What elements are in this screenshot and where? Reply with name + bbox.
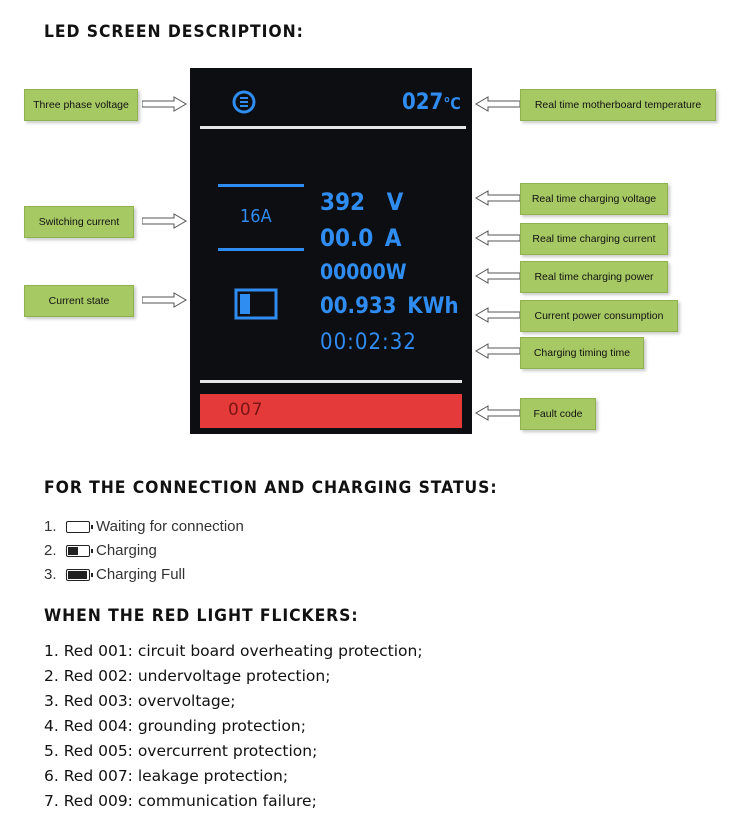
timer-readout: 00:02:32 [320, 330, 417, 355]
label-current: Real time charging current [520, 223, 668, 255]
bottom-divider [200, 380, 462, 383]
arrow-power [474, 268, 520, 284]
led-screen-heading: LED SCREEN DESCRIPTION: [44, 22, 304, 42]
label-voltage: Real time charging voltage [520, 183, 668, 215]
temperature-value: 027 [402, 90, 444, 115]
battery-fill [68, 547, 78, 555]
current-value: 00.0 [320, 224, 374, 252]
temperature-readout [402, 90, 461, 115]
current-readout [320, 224, 402, 252]
temperature-unit: ℃ [443, 94, 461, 113]
status-item-waiting [44, 518, 244, 535]
voltage-value: 392 [320, 188, 366, 216]
red-item: 5. Red 005: overcurrent protection; [44, 742, 318, 760]
red-item: 6. Red 007: leakage protection; [44, 767, 289, 785]
label-fault: Fault code [520, 398, 596, 430]
arrow-current [474, 230, 520, 246]
label-power: Real time charging power [520, 261, 668, 293]
arrow-state [142, 292, 188, 308]
power-readout: 00000W [320, 260, 407, 284]
current-unit: A [384, 224, 402, 252]
battery-full-icon [66, 569, 90, 581]
red-item: 7. Red 009: communication failure; [44, 792, 317, 810]
consumption-readout [320, 294, 459, 319]
label-switching: Switching current [24, 206, 134, 238]
voltage-readout [320, 188, 403, 216]
switching-current-value: 16A [240, 206, 272, 227]
status-heading: FOR THE CONNECTION AND CHARGING STATUS: [44, 478, 498, 498]
fault-code-value: 007 [228, 400, 264, 420]
switching-top-line [218, 184, 304, 187]
red-item: 4. Red 004: grounding protection; [44, 717, 306, 735]
three-phase-icon [232, 90, 256, 114]
label-state: Current state [24, 285, 134, 317]
battery-state-icon [234, 288, 280, 320]
status-item-full [44, 566, 185, 583]
led-screen [190, 68, 472, 434]
battery-fill [68, 571, 87, 579]
label-temp: Real time motherboard temperature [520, 89, 716, 121]
red-light-heading: WHEN THE RED LIGHT FLICKERS: [44, 606, 359, 626]
label-three-phase: Three phase voltage [24, 89, 138, 121]
battery-empty-icon [66, 521, 90, 533]
label-consumption: Current power consumption [520, 300, 678, 332]
consumption-value: 00.933 [320, 294, 397, 319]
arrow-switching [142, 213, 188, 229]
arrow-timing [474, 343, 520, 359]
battery-half-icon [66, 545, 90, 557]
arrow-three-phase [142, 96, 188, 112]
status-text: Waiting for connection [96, 518, 244, 535]
red-item: 1. Red 001: circuit board overheating protection; [44, 642, 423, 660]
fault-code-bar [200, 394, 462, 428]
voltage-unit: V [386, 188, 404, 216]
arrow-fault [474, 405, 520, 421]
status-item-charging [44, 542, 157, 559]
status-num: 2. [44, 542, 57, 559]
red-item: 2. Red 002: undervoltage protection; [44, 667, 331, 685]
arrow-consumption [474, 307, 520, 323]
status-num: 3. [44, 566, 57, 583]
label-timing: Charging timing time [520, 337, 644, 369]
status-num: 1. [44, 518, 57, 535]
arrow-temp [474, 96, 520, 112]
consumption-unit: KWh [407, 294, 459, 319]
switching-bottom-line [218, 248, 304, 251]
status-text: Charging [96, 542, 157, 559]
arrow-voltage [474, 190, 520, 206]
top-divider [200, 126, 466, 129]
status-text: Charging Full [96, 566, 186, 583]
red-item: 3. Red 003: overvoltage; [44, 692, 236, 710]
